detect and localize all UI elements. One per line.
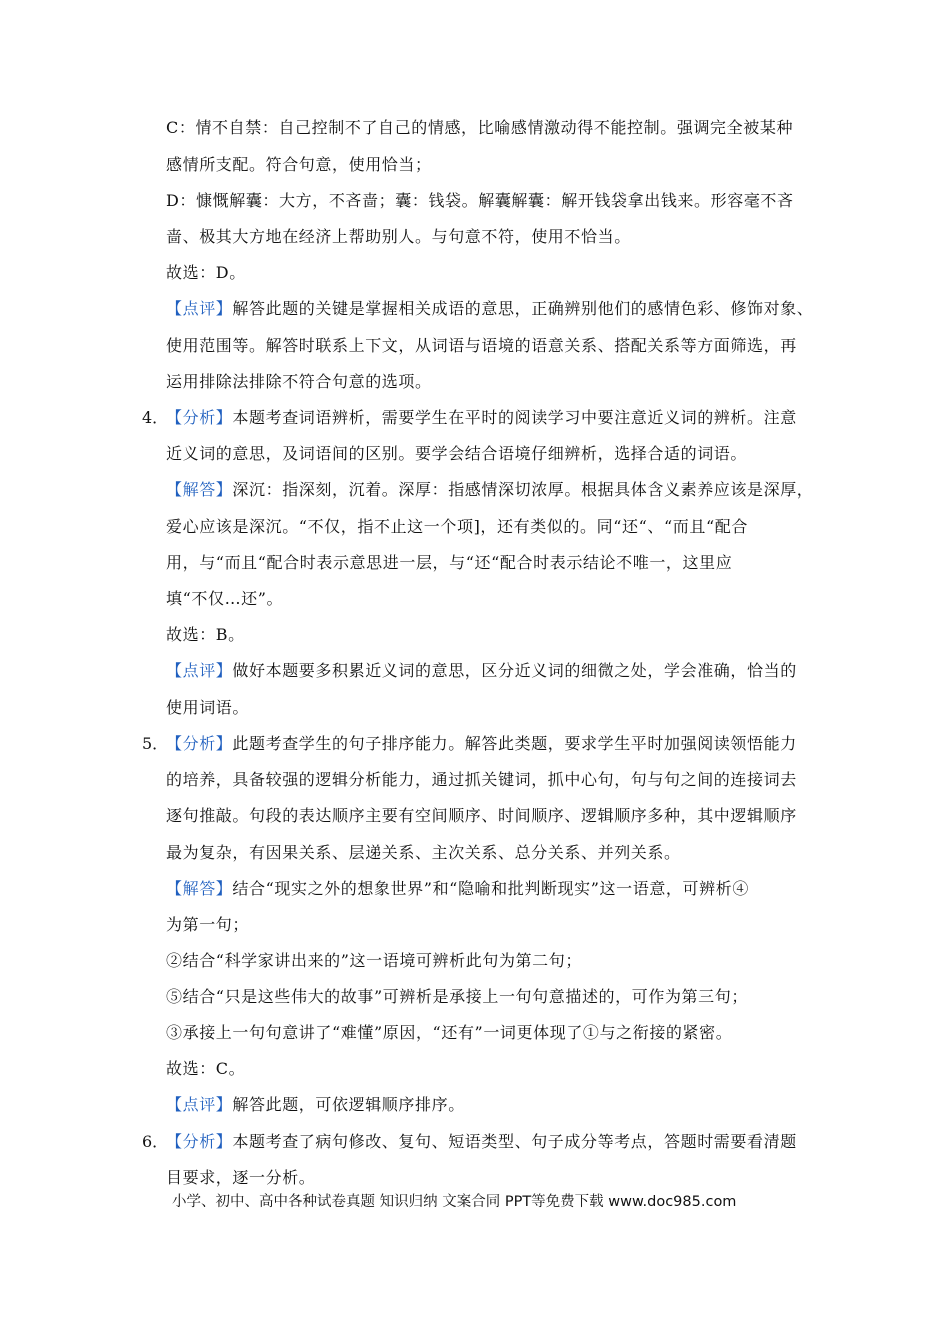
q5-analysis-line1	[166, 734, 797, 754]
q4-answer-line1	[166, 480, 813, 500]
q4-number: 4．	[142, 408, 169, 427]
q4-answer-line3: 用，与“而且“配合时表示意思进一层，与“还“配合时表示结论不唯一，这里应	[166, 553, 733, 572]
q6-number: 6．	[142, 1132, 169, 1151]
q4-review-line1	[166, 661, 797, 681]
review-text: 做好本题要多积累近义词的意思，区分近义词的细微之处，学会准确，恰当的	[232, 661, 797, 680]
q6-analysis-line1	[166, 1132, 797, 1152]
q5-answer-line3: ②结合“科学家讲出来的”这一语境可辨析此句为第二句；	[166, 951, 582, 970]
q4-analysis-line1	[166, 408, 797, 428]
q3-review-line3: 运用排除法排除不符合句意的选项。	[166, 372, 432, 391]
analysis-tag: 【分析】	[166, 1132, 233, 1151]
answer-text: 深沉：指深刻，沉着。深厚：指感情深切浓厚。根据具体含义素养应该是深厚，	[232, 480, 814, 499]
q5-number: 5．	[142, 734, 169, 753]
q5-analysis-line4: 最为复杂，有因果关系、层递关系、主次关系、总分关系、并列关系。	[166, 843, 681, 862]
analysis-tag: 【分析】	[166, 734, 233, 753]
q4-answer-line2: 爱心应该是深沉。“不仅，指不止这一个项]，还有类似的。同“还“、“而且“配合	[166, 517, 748, 536]
q3-review-line1	[166, 299, 813, 319]
q3-option-c-line2: 感情所支配。符合句意，使用恰当；	[166, 155, 432, 174]
q4-answer-line4: 填“不仅…还”。	[166, 589, 284, 608]
review-tag: 【点评】	[166, 661, 233, 680]
q6-analysis-line2: 目要求，逐一分析。	[166, 1168, 316, 1187]
review-tag: 【点评】	[166, 299, 233, 318]
q3-option-d-line2: 啬、极其大方地在经济上帮助别人。与句意不符，使用不恰当。	[166, 227, 631, 246]
analysis-text: 此题考查学生的句子排序能力。解答此类题，要求学生平时加强阅读领悟能力	[232, 734, 797, 753]
analysis-text: 本题考查了病句修改、复句、短语类型、句子成分等考点，答题时需要看清题	[232, 1132, 797, 1151]
q5-answer-line2: 为第一句；	[166, 915, 250, 934]
q4-analysis-line2: 近义词的意思，及词语间的区别。要学会结合语境仔细辨析，选择合适的词语。	[166, 444, 748, 463]
page-footer: 小学、初中、高中各种试卷真题 知识归纳 文案合同 PPT等免费下载 www.doc985.com	[172, 1194, 737, 1210]
analysis-text: 本题考查词语辨析，需要学生在平时的阅读学习中要注意近义词的辨析。注意	[232, 408, 797, 427]
q5-answer-line4: ⑤结合“只是这些伟大的故事”可辨析是承接上一句句意描述的，可作为第三句；	[166, 987, 748, 1006]
review-tag: 【点评】	[166, 1095, 233, 1114]
q3-option-d-line1: D：慷慨解囊：大方，不吝啬；囊：钱袋。解囊解囊：解开钱袋拿出钱来。形容毫不吝	[166, 191, 794, 210]
q5-review-line1	[166, 1095, 465, 1115]
q5-choice: 故选：C。	[166, 1059, 246, 1078]
q3-choice: 故选：D。	[166, 263, 246, 282]
review-text: 解答此题的关键是掌握相关成语的意思，正确辨别他们的感情色彩、修饰对象、	[232, 299, 814, 318]
answer-tag: 【解答】	[166, 480, 233, 499]
q5-analysis-line2: 的培养，具备较强的逻辑分析能力，通过抓关键词，抓中心句，句与句之间的连接词去	[166, 770, 797, 789]
answer-tag: 【解答】	[166, 879, 233, 898]
review-text: 解答此题，可依逻辑顺序排序。	[232, 1095, 465, 1114]
q4-review-line2: 使用词语。	[166, 698, 250, 717]
q4-choice: 故选：B。	[166, 625, 245, 644]
q5-answer-line1	[166, 879, 749, 899]
q5-answer-line5: ③承接上一句句意讲了“难懂”原因，“还有”一词更体现了①与之衔接的紧密。	[166, 1023, 733, 1042]
q3-option-c-line1: C：情不自禁：自己控制不了自己的情感，比喻感情激动得不能控制。强调完全被某种	[166, 118, 794, 137]
q3-review-line2: 使用范围等。解答时联系上下文，从词语与语境的语意关系、搭配关系等方面筛选，再	[166, 336, 797, 355]
analysis-tag: 【分析】	[166, 408, 233, 427]
answer-text: 结合“现实之外的想象世界”和“隐喻和批判断现实”这一语意，可辨析④	[232, 879, 749, 898]
q5-analysis-line3: 逐句推敲。句段的表达顺序主要有空间顺序、时间顺序、逻辑顺序多种，其中逻辑顺序	[166, 806, 797, 825]
